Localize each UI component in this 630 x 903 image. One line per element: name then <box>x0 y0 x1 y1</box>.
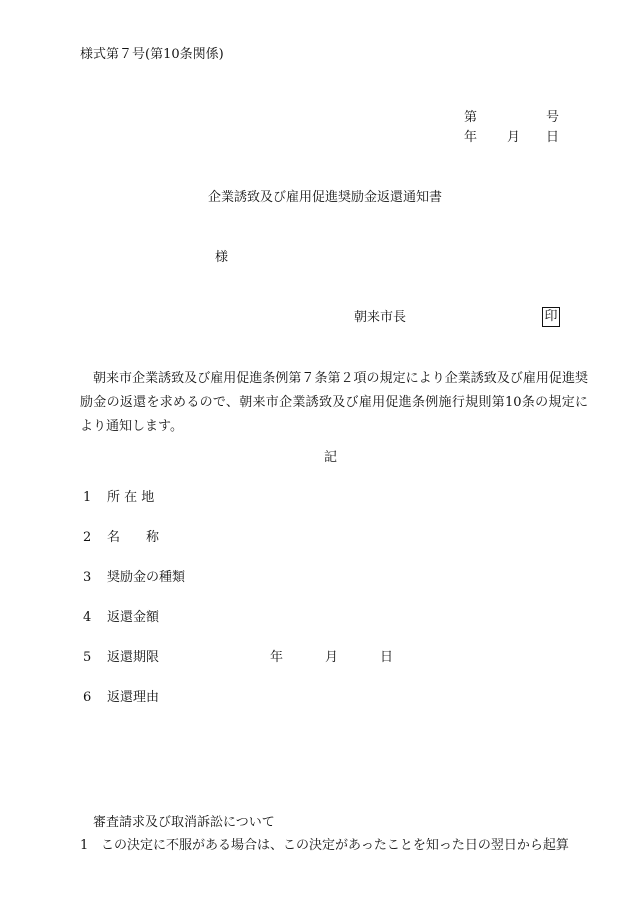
deadline-year-label: 年 <box>270 650 284 665</box>
appeal-heading: 審査請求及び取消訴訟について <box>93 815 275 830</box>
item-number: 1 <box>83 490 92 505</box>
item-number: 6 <box>83 690 92 705</box>
appeal-item-text: この決定に不服がある場合は、この決定があったことを知った日の翌日から起算 <box>101 838 569 853</box>
item-label-amount: 返還金額 <box>107 610 160 625</box>
item-number: 5 <box>83 650 92 665</box>
deadline-month-label: 月 <box>325 650 339 665</box>
date-day-label: 日 <box>546 130 560 145</box>
form-label: 様式第７号(第10条関係) <box>80 47 224 62</box>
item-label-deadline: 返還期限 <box>107 650 160 665</box>
ki-label: 記 <box>324 450 338 465</box>
number-label-dai: 第 <box>464 110 478 125</box>
item-number: 3 <box>83 570 92 585</box>
date-year-label: 年 <box>464 130 478 145</box>
date-month-label: 月 <box>507 130 521 145</box>
appeal-item-number: 1 <box>80 838 89 853</box>
item-label-location: 所 在 地 <box>107 490 155 505</box>
body-paragraph: 朝来市企業誘致及び雇用促進条例第７条第２項の規定により企業誘致及び雇用促進奨励金の返還を求めるので、朝来市企業誘致及び雇用促進条例施行規則第10条の規定により通知します。 <box>80 371 588 434</box>
addressee-suffix: 様 <box>215 250 229 265</box>
item-label-grant-type: 奨励金の種類 <box>107 570 186 585</box>
item-number: 2 <box>83 530 92 545</box>
seal-mark: 印 <box>542 307 560 327</box>
deadline-day-label: 日 <box>380 650 394 665</box>
item-label-name: 名 称 <box>107 530 160 545</box>
item-number: 4 <box>83 610 92 625</box>
item-label-reason: 返還理由 <box>107 690 160 705</box>
issuer-name: 朝来市長 <box>354 310 407 325</box>
document-title: 企業誘致及び雇用促進奨励金返還通知書 <box>208 190 443 205</box>
number-label-go: 号 <box>546 110 560 125</box>
